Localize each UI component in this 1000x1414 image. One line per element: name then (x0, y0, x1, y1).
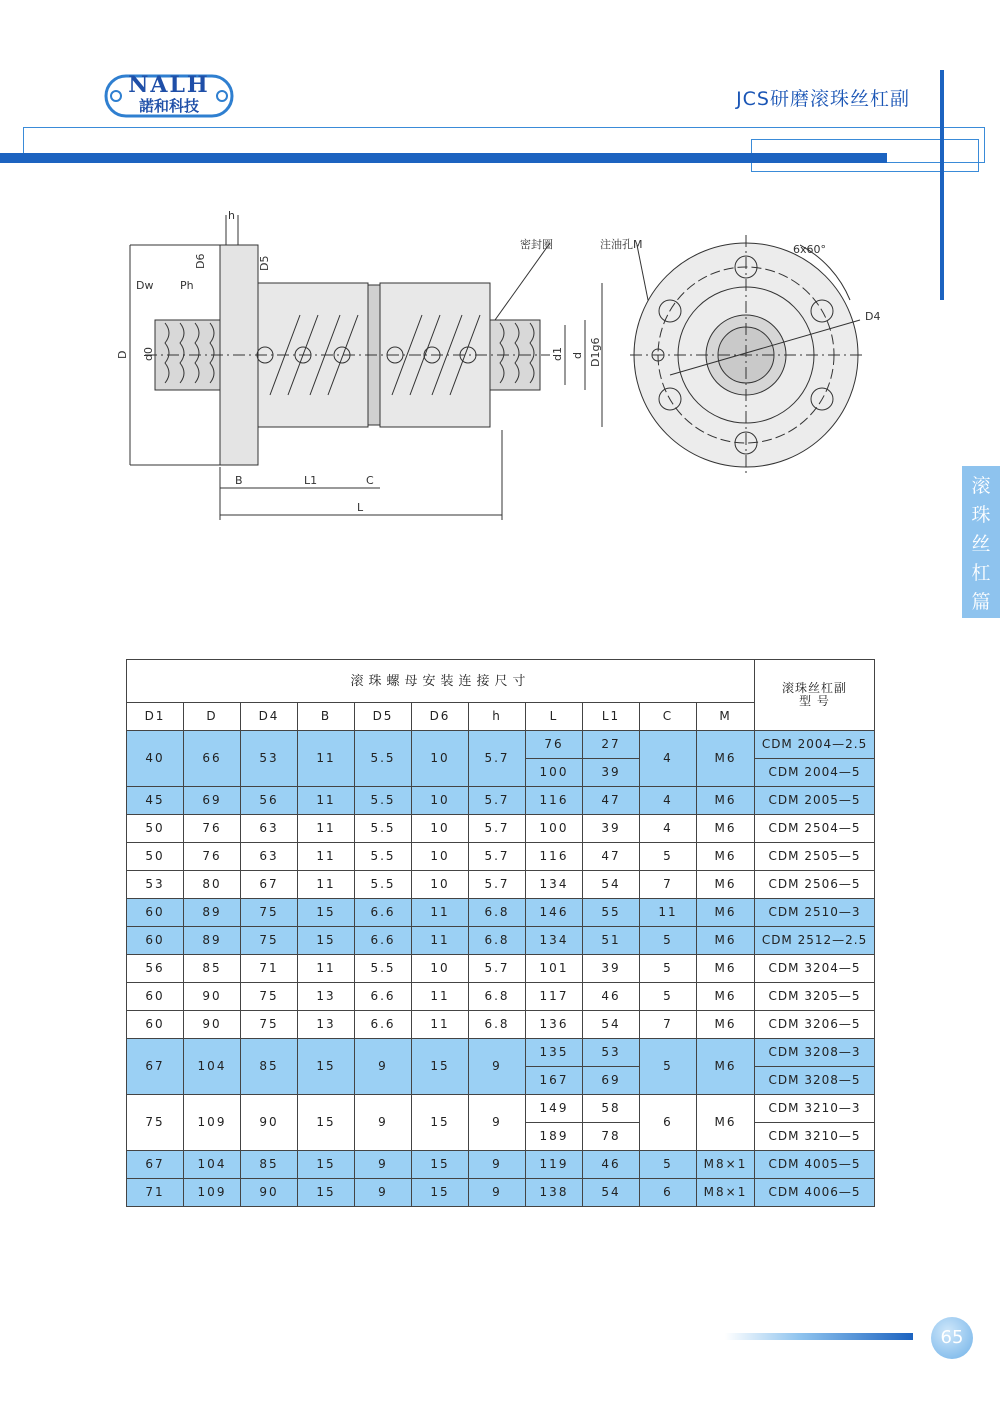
table-cell: 15 (412, 1179, 469, 1207)
table-cell: CDM 2512—2.5 (755, 927, 875, 955)
table-cell: 109 (184, 1179, 241, 1207)
table-cell: 27 (583, 731, 640, 759)
table-cell: 5.5 (355, 787, 412, 815)
table-cell: 117 (526, 983, 583, 1011)
table-cell: 116 (526, 787, 583, 815)
table-cell: CDM 2005—5 (755, 787, 875, 815)
table-cell: 9 (355, 1095, 412, 1151)
label-B: B (235, 474, 243, 487)
table-cell: 10 (412, 815, 469, 843)
table-cell: 11 (412, 983, 469, 1011)
table-cell: CDM 2506—5 (755, 871, 875, 899)
table-cell: M8×1 (697, 1179, 755, 1207)
page-number: 65 (931, 1317, 973, 1359)
table-cell: 6.8 (469, 983, 526, 1011)
table-cell: CDM 3205—5 (755, 983, 875, 1011)
table-cell: 7 (640, 1011, 697, 1039)
table-cell: 5.7 (469, 955, 526, 983)
table-cell: 5 (640, 843, 697, 871)
table-cell: M6 (697, 1011, 755, 1039)
table-row (127, 899, 875, 927)
table-cell: 75 (241, 899, 298, 927)
table-cell: M8×1 (697, 1151, 755, 1179)
table-cell: 134 (526, 871, 583, 899)
table-cell: 149 (526, 1095, 583, 1123)
table-cell: M6 (697, 1039, 755, 1095)
table-cell: 89 (184, 927, 241, 955)
table-cell: 15 (298, 1039, 355, 1095)
table-cell: 60 (127, 899, 184, 927)
table-cell: 47 (583, 843, 640, 871)
table-cell: 5 (640, 955, 697, 983)
table-cell: 4 (640, 731, 697, 787)
table-cell: 60 (127, 927, 184, 955)
table-cell: CDM 2510—3 (755, 899, 875, 927)
table-cell: 6.8 (469, 899, 526, 927)
label-D1g6: D1g6 (589, 337, 602, 367)
table-cell: 5 (640, 1039, 697, 1095)
table-cell: 76 (184, 843, 241, 871)
table-cell: 40 (127, 731, 184, 787)
table-cell: 5 (640, 927, 697, 955)
table-cell: 71 (127, 1179, 184, 1207)
table-cell: 10 (412, 843, 469, 871)
table-cell: 15 (412, 1151, 469, 1179)
table-cell: 5.7 (469, 787, 526, 815)
ball-nut-drawing (110, 205, 890, 525)
table-cell: M6 (697, 787, 755, 815)
table-cell: 11 (412, 927, 469, 955)
table-cell: 10 (412, 955, 469, 983)
table-cell: CDM 3210—5 (755, 1123, 875, 1151)
table-cell: 15 (412, 1095, 469, 1151)
table-cell: 5.5 (355, 731, 412, 787)
label-D4: D4 (865, 310, 881, 323)
table-header-row (127, 660, 875, 703)
table-cell: 75 (127, 1095, 184, 1151)
table-cell: 6.6 (355, 1011, 412, 1039)
table-cell: 45 (127, 787, 184, 815)
table-row (127, 955, 875, 983)
table-row (127, 731, 875, 759)
label-holes: 6x60° (793, 243, 827, 256)
table-cell: 5.7 (469, 731, 526, 787)
table-cell: 51 (583, 927, 640, 955)
table-cell: 90 (184, 983, 241, 1011)
table-cell: 9 (469, 1095, 526, 1151)
table-cell: 10 (412, 731, 469, 787)
column-header: D4 (241, 703, 298, 731)
side-tab-char: 丝 (971, 533, 991, 555)
group-header: 滚珠螺母安装连接尺寸 (127, 660, 755, 703)
label-D5: D5 (258, 255, 271, 271)
table-cell: 6.6 (355, 927, 412, 955)
label-D6: D6 (194, 253, 207, 269)
table-cell: 90 (241, 1179, 298, 1207)
table-cell: 104 (184, 1039, 241, 1095)
footer-bar (725, 1333, 913, 1340)
table-cell: 85 (241, 1039, 298, 1095)
table-cell: 15 (298, 1095, 355, 1151)
document-title: JCS研磨滚珠丝杠副 (736, 88, 910, 110)
table-cell: 76 (184, 815, 241, 843)
table-cell: 55 (583, 899, 640, 927)
logo-wordmark: NALH (128, 72, 210, 98)
table-cell: 75 (241, 983, 298, 1011)
table-cell: CDM 4006—5 (755, 1179, 875, 1207)
table-cell: 56 (127, 955, 184, 983)
column-header: D1 (127, 703, 184, 731)
table-cell: 5 (640, 1151, 697, 1179)
label-oil-hole: 注油孔M (600, 238, 643, 251)
model-header-line2: 型 号 (799, 694, 830, 708)
table-cell: 109 (184, 1095, 241, 1151)
table-cell: 78 (583, 1123, 640, 1151)
column-header: M (697, 703, 755, 731)
table-row (127, 1095, 875, 1123)
table-cell: 15 (298, 1151, 355, 1179)
table-cell: 63 (241, 843, 298, 871)
table-cell: 9 (469, 1151, 526, 1179)
table-row (127, 927, 875, 955)
table-cell: CDM 3210—3 (755, 1095, 875, 1123)
table-cell: CDM 2505—5 (755, 843, 875, 871)
label-L1: L1 (304, 474, 318, 487)
column-header: D5 (355, 703, 412, 731)
table-cell: 69 (184, 787, 241, 815)
table-cell: 67 (127, 1039, 184, 1095)
table-cell: CDM 2004—2.5 (755, 731, 875, 759)
table-cell: 100 (526, 815, 583, 843)
table-cell: 76 (526, 731, 583, 759)
table-cell: 10 (412, 871, 469, 899)
model-header-line1: 滚珠丝杠副 (782, 681, 848, 695)
table-row (127, 1011, 875, 1039)
table-cell: 80 (184, 871, 241, 899)
table-cell: 11 (298, 871, 355, 899)
table-cell: CDM 3208—3 (755, 1039, 875, 1067)
table-cell: 5.5 (355, 871, 412, 899)
table-cell: 54 (583, 1011, 640, 1039)
table-cell: 11 (298, 787, 355, 815)
label-d: d (571, 352, 584, 359)
table-cell: CDM 4005—5 (755, 1151, 875, 1179)
table-cell: 6.6 (355, 899, 412, 927)
side-tab-char: 杠 (971, 562, 991, 584)
company-logo (104, 74, 234, 118)
column-header: h (469, 703, 526, 731)
table-cell: 11 (298, 731, 355, 787)
table-cell: 134 (526, 927, 583, 955)
table-cell: 90 (241, 1095, 298, 1151)
label-seal: 密封圈 (520, 238, 553, 251)
table-cell: 9 (355, 1039, 412, 1095)
table-cell: 75 (241, 927, 298, 955)
table-cell: 85 (184, 955, 241, 983)
label-Dw: Dw (136, 279, 154, 292)
table-cell: 119 (526, 1151, 583, 1179)
table-cell: 69 (583, 1067, 640, 1095)
table-cell: 11 (298, 955, 355, 983)
table-cell: M6 (697, 899, 755, 927)
table-cell: 135 (526, 1039, 583, 1067)
table-cell: 189 (526, 1123, 583, 1151)
table-row (127, 787, 875, 815)
table-cell: 54 (583, 1179, 640, 1207)
table-cell: 67 (127, 1151, 184, 1179)
table-cell: 4 (640, 815, 697, 843)
table-cell: 60 (127, 1011, 184, 1039)
table-cell: CDM 2004—5 (755, 759, 875, 787)
table-cell: 50 (127, 815, 184, 843)
column-header: D6 (412, 703, 469, 731)
table-cell: 6 (640, 1179, 697, 1207)
table-cell: 9 (355, 1151, 412, 1179)
column-header: L1 (583, 703, 640, 731)
table-cell: 11 (298, 815, 355, 843)
spec-table (126, 659, 875, 1207)
table-cell: 54 (583, 871, 640, 899)
table-cell: 5.5 (355, 843, 412, 871)
table-cell: 90 (184, 1011, 241, 1039)
table-cell: CDM 2504—5 (755, 815, 875, 843)
table-cell: 6.8 (469, 927, 526, 955)
table-cell: 85 (241, 1151, 298, 1179)
table-cell: 39 (583, 759, 640, 787)
table-cell: 53 (127, 871, 184, 899)
table-cell: 13 (298, 1011, 355, 1039)
table-cell: 5.5 (355, 955, 412, 983)
table-cell: 46 (583, 1151, 640, 1179)
table-cell: 15 (298, 1179, 355, 1207)
table-row (127, 871, 875, 899)
table-cell: 11 (412, 1011, 469, 1039)
table-cell: 11 (640, 899, 697, 927)
table-cell: M6 (697, 983, 755, 1011)
table-cell: M6 (697, 955, 755, 983)
table-row (127, 1179, 875, 1207)
label-d1: d1 (551, 347, 564, 361)
side-tab (962, 466, 1000, 618)
table-cell: M6 (697, 871, 755, 899)
table-cell: 5.7 (469, 871, 526, 899)
table-cell: 101 (526, 955, 583, 983)
table-cell: 15 (298, 899, 355, 927)
table-row (127, 843, 875, 871)
table-row (127, 983, 875, 1011)
side-tab-char: 滚 (971, 475, 991, 497)
table-row (127, 815, 875, 843)
label-h: h (228, 209, 235, 222)
table-cell: 5.7 (469, 843, 526, 871)
table-cell: 53 (583, 1039, 640, 1067)
table-cell: 146 (526, 899, 583, 927)
table-cell: 4 (640, 787, 697, 815)
side-tab-char: 篇 (971, 591, 991, 613)
table-cell: M6 (697, 1095, 755, 1151)
table-cell: M6 (697, 815, 755, 843)
table-cell: M6 (697, 843, 755, 871)
table-cell: 13 (298, 983, 355, 1011)
table-row (127, 1151, 875, 1179)
table-cell: CDM 3206—5 (755, 1011, 875, 1039)
table-cell: 104 (184, 1151, 241, 1179)
table-cell: 9 (469, 1039, 526, 1095)
table-cell: 63 (241, 815, 298, 843)
table-cell: 6.6 (355, 983, 412, 1011)
table-cell: 9 (355, 1179, 412, 1207)
table-cell: 67 (241, 871, 298, 899)
table-cell: M6 (697, 927, 755, 955)
table-cell: 75 (241, 1011, 298, 1039)
table-cell: 5.5 (355, 815, 412, 843)
logo-subtitle: 諾和科技 (138, 97, 199, 115)
table-cell: 5 (640, 983, 697, 1011)
table-cell: 167 (526, 1067, 583, 1095)
table-cell: CDM 3204—5 (755, 955, 875, 983)
technical-drawing (110, 205, 890, 525)
column-header: D (184, 703, 241, 731)
table-row (127, 1039, 875, 1067)
table-cell: 46 (583, 983, 640, 1011)
table-cell: 9 (469, 1179, 526, 1207)
label-L: L (357, 501, 364, 514)
table-cell: CDM 3208—5 (755, 1067, 875, 1095)
table-cell: 5.7 (469, 815, 526, 843)
table-cell: 136 (526, 1011, 583, 1039)
table-cell: 89 (184, 899, 241, 927)
model-header (755, 660, 875, 731)
table-cell: M6 (697, 731, 755, 787)
table-cell: 11 (412, 899, 469, 927)
table-cell: 71 (241, 955, 298, 983)
table-cell: 6 (640, 1095, 697, 1151)
table-cell: 138 (526, 1179, 583, 1207)
table-cell: 66 (184, 731, 241, 787)
table-cell: 11 (298, 843, 355, 871)
table-cell: 116 (526, 843, 583, 871)
table-cell: 58 (583, 1095, 640, 1123)
header-vertical-line (940, 70, 944, 300)
table-cell: 50 (127, 843, 184, 871)
label-D: D (116, 350, 129, 359)
table-cell: 15 (298, 927, 355, 955)
column-header: B (298, 703, 355, 731)
table-cell: 39 (583, 955, 640, 983)
table-cell: 39 (583, 815, 640, 843)
table-cell: 56 (241, 787, 298, 815)
label-d0: d0 (142, 347, 155, 361)
header-bar (0, 153, 887, 163)
column-header: L (526, 703, 583, 731)
column-header: C (640, 703, 697, 731)
table-cell: 6.8 (469, 1011, 526, 1039)
table-cell: 53 (241, 731, 298, 787)
table-cell: 7 (640, 871, 697, 899)
side-tab-char: 珠 (971, 504, 991, 526)
label-Ph: Ph (180, 279, 194, 292)
table-cell: 10 (412, 787, 469, 815)
table-cell: 60 (127, 983, 184, 1011)
table-cell: 47 (583, 787, 640, 815)
label-C: C (366, 474, 374, 487)
table-cell: 15 (412, 1039, 469, 1095)
table-cell: 100 (526, 759, 583, 787)
